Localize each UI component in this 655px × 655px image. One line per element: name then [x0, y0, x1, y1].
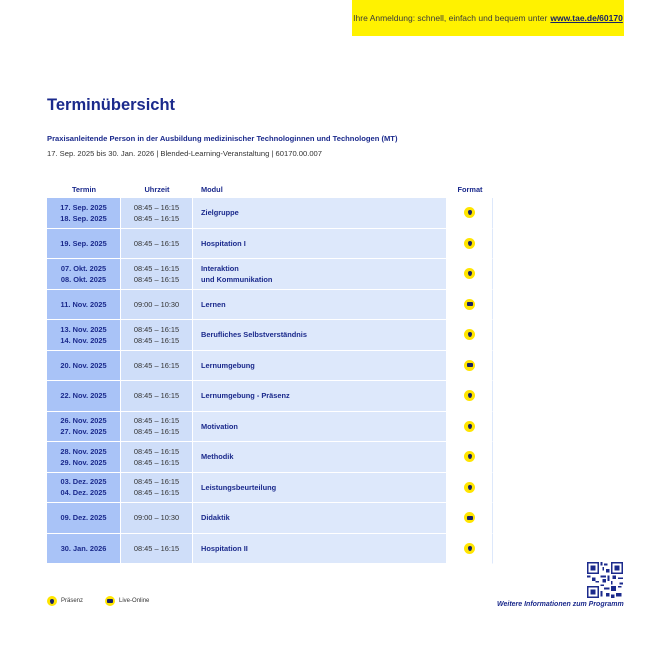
- termin-cell-line: 09. Dez. 2025: [60, 513, 107, 523]
- uhrzeit-cell: [121, 351, 193, 382]
- registration-banner: [352, 0, 624, 36]
- uhrzeit-cell: [121, 503, 193, 534]
- modul-cell-line: Hospitation I: [201, 238, 246, 248]
- location-pin-icon: [464, 268, 475, 279]
- format-cell: [447, 503, 493, 534]
- termin-cell-line: 28. Nov. 2025: [60, 446, 107, 456]
- banner-text: Ihre Anmeldung: schnell, einfach und bequem unter: [353, 13, 548, 23]
- termin-cell-line: 30. Jan. 2026: [60, 543, 107, 553]
- format-cell: [447, 351, 493, 382]
- modul-cell-line: Methodik: [201, 452, 234, 462]
- location-pin-icon: [464, 390, 475, 401]
- termin-cell-line: 22. Nov. 2025: [60, 391, 107, 401]
- location-pin-icon: [464, 207, 475, 218]
- modul-cell: [193, 198, 447, 229]
- uhrzeit-cell-line: 08:45 – 16:15: [133, 324, 180, 334]
- termin-cell-line: 08. Okt. 2025: [60, 274, 107, 284]
- modul-cell: [193, 229, 447, 260]
- location-pin-icon: [464, 329, 475, 340]
- termin-cell: [47, 259, 121, 290]
- uhrzeit-cell: [121, 259, 193, 290]
- format-cell: [447, 320, 493, 351]
- termin-cell-line: 14. Nov. 2025: [60, 335, 107, 345]
- termin-cell-line: 11. Nov. 2025: [60, 299, 107, 309]
- modul-cell-line: Motivation: [201, 421, 238, 431]
- modul-cell-line: Lernumgebung - Präsenz: [201, 391, 290, 401]
- modul-cell-line: Leistungsbeurteilung: [201, 482, 277, 492]
- table-row: [47, 229, 493, 260]
- uhrzeit-cell: [121, 198, 193, 229]
- format-cell: [447, 198, 493, 229]
- uhrzeit-cell-line: 08:45 – 16:15: [133, 391, 180, 401]
- header-uhrzeit: Uhrzeit: [144, 184, 170, 194]
- table-header: [47, 180, 493, 198]
- termin-cell: [47, 229, 121, 260]
- uhrzeit-cell: [121, 290, 193, 321]
- uhrzeit-cell-line: 08:45 – 16:15: [133, 488, 180, 498]
- modul-cell-line: Didaktik: [201, 513, 230, 523]
- modul-cell-line: Hospitation II: [201, 543, 248, 553]
- table-row: [47, 412, 493, 443]
- uhrzeit-cell-line: 08:45 – 16:15: [133, 477, 180, 487]
- uhrzeit-cell-line: 08:45 – 16:15: [133, 274, 180, 284]
- table-row: [47, 381, 493, 412]
- legend-praesenz: [47, 596, 83, 606]
- modul-cell-line: und Kommunikation: [201, 274, 273, 284]
- termin-cell: [47, 442, 121, 473]
- termin-cell-line: 04. Dez. 2025: [60, 488, 107, 498]
- uhrzeit-cell-line: 08:45 – 16:15: [133, 263, 180, 273]
- uhrzeit-cell: [121, 534, 193, 565]
- camera-icon: [464, 512, 475, 523]
- uhrzeit-cell-line: 08:45 – 16:15: [133, 543, 180, 553]
- location-pin-icon: [464, 238, 475, 249]
- format-cell: [447, 534, 493, 565]
- uhrzeit-cell: [121, 442, 193, 473]
- modul-cell-line: Lernen: [201, 299, 226, 309]
- location-pin-icon: [464, 451, 475, 462]
- modul-cell: [193, 259, 447, 290]
- uhrzeit-cell: [121, 412, 193, 443]
- table-row: [47, 351, 493, 382]
- table-row: [47, 290, 493, 321]
- termin-cell-line: 03. Dez. 2025: [60, 477, 107, 487]
- termin-cell-line: 19. Sep. 2025: [60, 238, 107, 248]
- uhrzeit-cell: [121, 473, 193, 504]
- modul-cell-line: Lernumgebung: [201, 360, 255, 370]
- location-pin-icon: [464, 482, 475, 493]
- termin-cell-line: 20. Nov. 2025: [60, 360, 107, 370]
- termin-cell: [47, 320, 121, 351]
- table-row: [47, 442, 493, 473]
- termin-cell-line: 18. Sep. 2025: [60, 213, 107, 223]
- uhrzeit-cell-line: 08:45 – 16:15: [133, 238, 180, 248]
- modul-cell: [193, 320, 447, 351]
- uhrzeit-cell: [121, 381, 193, 412]
- legend: [47, 596, 165, 606]
- uhrzeit-cell-line: 08:45 – 16:15: [133, 335, 180, 345]
- table-row: [47, 534, 493, 565]
- uhrzeit-cell-line: 08:45 – 16:15: [133, 457, 180, 467]
- uhrzeit-cell-line: 08:45 – 16:15: [133, 416, 180, 426]
- uhrzeit-cell-line: 08:45 – 16:15: [133, 213, 180, 223]
- more-info-link[interactable]: Weitere Informationen zum Programm: [497, 601, 624, 608]
- uhrzeit-cell: [121, 320, 193, 351]
- termin-cell: [47, 290, 121, 321]
- termin-cell: [47, 534, 121, 565]
- format-cell: [447, 290, 493, 321]
- course-title: Praxisanleitende Person in der Ausbildung medizinischer Technologinnen und Technologen (MT): [47, 134, 398, 143]
- table-row: [47, 198, 493, 229]
- format-cell: [447, 473, 493, 504]
- camera-icon: [464, 299, 475, 310]
- uhrzeit-cell-line: 08:45 – 16:15: [133, 360, 180, 370]
- table-row: [47, 320, 493, 351]
- format-cell: [447, 412, 493, 443]
- modul-cell: [193, 351, 447, 382]
- termin-cell-line: 07. Okt. 2025: [60, 263, 107, 273]
- location-pin-icon: [47, 596, 57, 606]
- page-title: Terminübersicht: [47, 96, 176, 114]
- uhrzeit-cell-line: 09:00 – 10:30: [133, 299, 180, 309]
- termin-cell: [47, 198, 121, 229]
- modul-cell: [193, 442, 447, 473]
- modul-cell: [193, 381, 447, 412]
- uhrzeit-cell-line: 08:45 – 16:15: [133, 446, 180, 456]
- uhrzeit-cell-line: 08:45 – 16:15: [133, 202, 180, 212]
- termin-cell: [47, 503, 121, 534]
- modul-cell: [193, 412, 447, 443]
- header-format: Format: [457, 184, 483, 194]
- format-cell: [447, 442, 493, 473]
- table-body: [47, 198, 493, 564]
- termin-cell-line: 26. Nov. 2025: [60, 416, 107, 426]
- format-cell: [447, 229, 493, 260]
- uhrzeit-cell-line: 08:45 – 16:15: [133, 427, 180, 437]
- termin-cell: [47, 412, 121, 443]
- location-pin-icon: [464, 421, 475, 432]
- termin-cell-line: 13. Nov. 2025: [60, 324, 107, 334]
- uhrzeit-cell: [121, 229, 193, 260]
- legend-online: [105, 596, 149, 606]
- modul-cell: [193, 534, 447, 565]
- header-termin: Termin: [71, 184, 97, 194]
- table-row: [47, 259, 493, 290]
- termin-cell-line: 29. Nov. 2025: [60, 457, 107, 467]
- termin-cell: [47, 381, 121, 412]
- modul-cell: [193, 503, 447, 534]
- legend-praesenz-label: Präsenz: [61, 598, 84, 604]
- format-cell: [447, 259, 493, 290]
- table-row: [47, 503, 493, 534]
- modul-cell-line: Interaktion: [201, 263, 239, 273]
- schedule-table: [47, 180, 493, 564]
- modul-cell: [193, 290, 447, 321]
- modul-cell: [193, 473, 447, 504]
- camera-icon: [464, 360, 475, 371]
- termin-cell-line: 17. Sep. 2025: [60, 202, 107, 212]
- modul-cell-line: Zielgruppe: [201, 208, 239, 218]
- uhrzeit-cell-line: 09:00 – 10:30: [133, 513, 180, 523]
- termin-cell-line: 27. Nov. 2025: [60, 427, 107, 437]
- qr-code-icon[interactable]: [587, 562, 623, 598]
- termin-cell: [47, 473, 121, 504]
- format-cell: [447, 381, 493, 412]
- table-row: [47, 473, 493, 504]
- course-meta: 17. Sep. 2025 bis 30. Jan. 2026 | Blended-Learning-Veranstaltung | 60170.00.007: [47, 149, 322, 158]
- legend-online-label: Live-Online: [119, 598, 150, 604]
- header-modul: Modul: [201, 184, 223, 194]
- termin-cell: [47, 351, 121, 382]
- registration-link[interactable]: www.tae.de/60170: [550, 13, 623, 23]
- camera-icon: [105, 596, 115, 606]
- modul-cell-line: Berufliches Selbstverständnis: [201, 330, 307, 340]
- location-pin-icon: [464, 543, 475, 554]
